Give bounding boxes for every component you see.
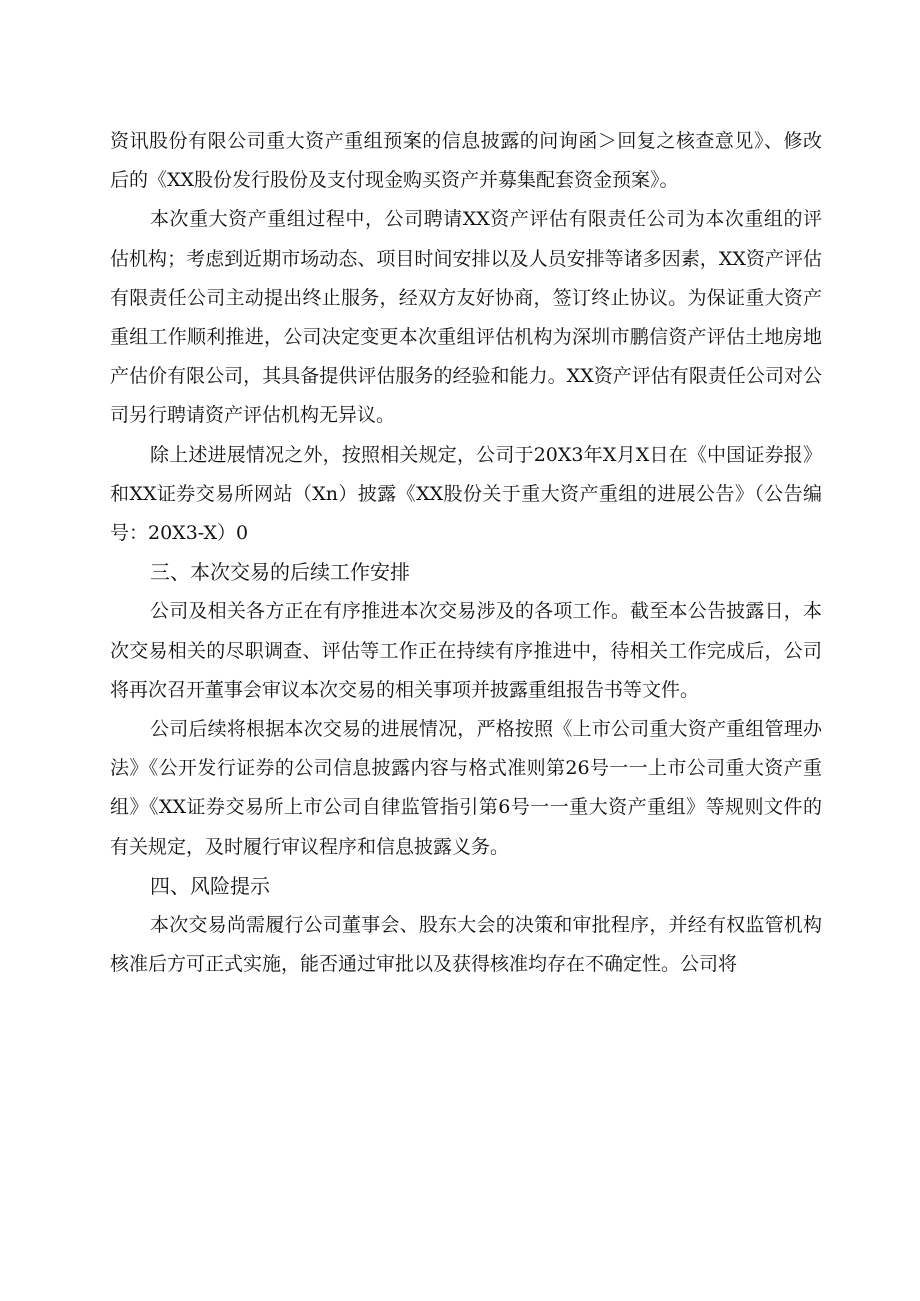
paragraph-follow-up-progress: 公司及相关各方正在有序推进本次交易涉及的各项工作。截至本公告披露日，本次交易相关的尽职调查、评估等工作正在持续有序推进中，待相关工作完成后，公司将再次召开董事会审议本次交易的相关事项并披露重组报告书等文件。: [110, 600, 822, 701]
document-body: [110, 122, 822, 984]
paragraph-progress-disclosure: 除上述进展情况之外，按照相关规定，公司于20X3年X月X日在《中国证券报》和XX证券交易所网站（Xn）披露《XX股份关于重大资产重组的进展公告》（公告编号：20X3-X）0: [110, 443, 822, 545]
section-heading-risk: 四、风险提示: [150, 873, 270, 898]
section-heading-follow-up: 三、本次交易的后续工作安排: [150, 560, 410, 585]
paragraph-appraiser-change: 本次重大资产重组过程中，公司聘请XX资产评估有限责任公司为本次重组的评估机构；考虑到近期市场动态、项目时间安排以及人员安排等诸多因素，XX资产评估有限责任公司主动提出终止服务，经双方友好协商，签订终止协议。为保证重大资产重组工作顺利推进，公司决定变更本次重组评估机构为深圳市鹏信资产评估土地房地产估价有限公司，其具备提供评估服务的经验和能力。XX资产评估有限责任公司对公司另行聘请资产评估机构无异议。: [110, 208, 822, 427]
paragraph-risk-notice: 本次交易尚需履行公司董事会、股东大会的决策和审批程序，并经有权监管机构核准后方可正式实施，能否通过审批以及获得核准均存在不确定性。公司将: [110, 914, 822, 976]
paragraph-continuation: 资讯股份有限公司重大资产重组预案的信息披露的问询函＞回复之核查意见》、修改后的《XX股份发行股份及支付现金购买资产并募集配套资金预案》。: [110, 130, 822, 192]
paragraph-follow-up-rules: 公司后续将根据本次交易的进展情况，严格按照《上市公司重大资产重组管理办法》《公开发行证券的公司信息披露内容与格式准则第26号一一上市公司重大资产重组》《XX证券交易所上市公司自律监管指引第6号一一重大资产重组》等规则文件的有关规定，及时履行审议程序和信息披露义务。: [110, 718, 822, 858]
